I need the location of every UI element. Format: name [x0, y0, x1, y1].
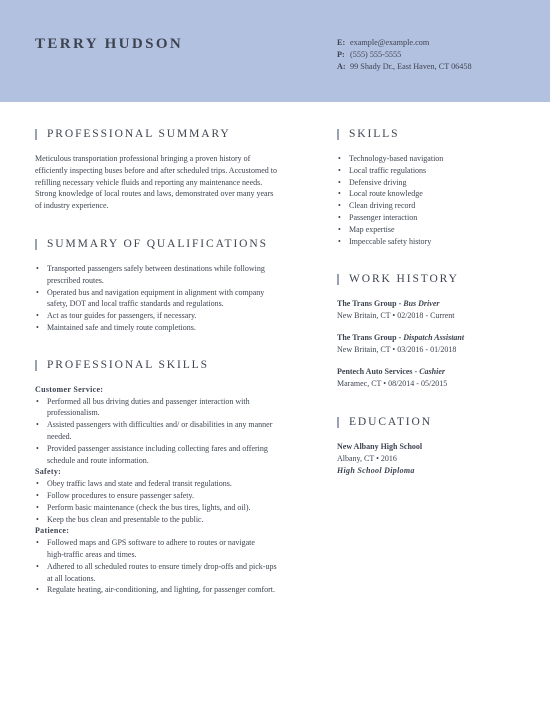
left-column [35, 128, 310, 596]
contact-phone: P: (555) 555-5555 [337, 50, 402, 59]
section-bar [337, 274, 339, 285]
list-item: • Perform basic maintenance (check the bus tires, lights, and oil). [36, 502, 251, 512]
list-item: • Followed maps and GPS software to adhere to routes or navigate high-traffic areas and times. [36, 538, 255, 559]
list-item: • Clean driving record [338, 201, 416, 211]
skill-group-list [35, 396, 310, 467]
skills-heading: SKILLS [337, 128, 527, 144]
company-name: The Trans Group [337, 333, 397, 343]
skill-group-heading: Patience: [35, 526, 70, 536]
section-bar [35, 129, 37, 140]
section-bar [35, 360, 37, 371]
job-entry: Pentech Auto Services - Cashier Maramec, CT • 08/2014 - 05/2015 [337, 366, 527, 390]
company-name: The Trans Group [337, 299, 397, 309]
contact-address: A: 99 Shady Dr., East Haven, CT 06458 [337, 62, 472, 71]
professional-skills-heading: PROFESSIONAL SKILLS [35, 359, 310, 375]
skill-group-heading: Safety: [35, 467, 62, 477]
education-heading: EDUCATION [337, 416, 527, 432]
section-bar [35, 239, 37, 250]
phone-value: (555) 555-5555 [350, 50, 402, 59]
job-role: Dispatch Assistant [403, 333, 465, 343]
email-value: example@example.com [350, 38, 430, 47]
work-history-heading: WORK HISTORY [337, 273, 527, 289]
job-entry: The Trans Group - Bus Driver New Britain, CT • 02/2018 - Current [337, 298, 527, 322]
list-item: • Act as tour guides for passengers, if necessary. [36, 311, 197, 321]
list-item: • Local traffic regulations [338, 165, 427, 175]
list-item: • Performed all bus driving duties and passenger interaction with professionalism. [36, 396, 250, 418]
section-bar [337, 417, 339, 428]
school-name: New Albany High School [337, 442, 423, 452]
list-item: • Keep the bus clean and presentable to the public. [36, 514, 204, 524]
contact-info [337, 37, 472, 73]
summary-text: Meticulous transportation professional bringing a proven history of efficiently inspecting buses before and after scheduled trips. Accustomed to refilling necessary vehicle fluids and reporting any maintenance needs. Strong knowledge of local routes and laws, demonstrated over many years of industry experience. [35, 154, 277, 211]
job-meta: New Britain, CT • 03/2016 - 01/2018 [337, 345, 457, 355]
address-value: 99 Shady Dr., East Haven, CT 06458 [350, 62, 472, 71]
list-item: • Operated bus and navigation equipment in alignment with company safety, DOT and local traffic standards and regulations. [36, 287, 265, 309]
job-role: Bus Driver [403, 299, 440, 309]
section-bar [337, 129, 339, 140]
list-item: • Assisted passengers with difficulties and/ or disabilities in any manner needed. [36, 420, 273, 441]
skill-group-list [35, 478, 310, 525]
job-entry: The Trans Group - Dispatch Assistant New Britain, CT • 03/2016 - 01/2018 [337, 332, 527, 356]
qualifications-list [35, 263, 310, 334]
header-band [0, 0, 550, 102]
school-meta: Albany, CT • 2016 [337, 454, 397, 464]
job-meta: New Britain, CT • 02/2018 - Current [337, 311, 455, 321]
list-item: • Maintained safe and timely route completions. [36, 322, 196, 332]
job-meta: Maramec, CT • 08/2014 - 05/2015 [337, 379, 448, 389]
list-item: • Regulate heating, air-conditioning, and lighting, for passenger comfort. [36, 585, 275, 595]
qualifications-heading: SUMMARY OF QUALIFICATIONS [35, 238, 310, 254]
job-role: Cashier [419, 367, 446, 377]
company-name: Pentech Auto Services [337, 367, 413, 377]
list-item: • Provided passenger assistance including collecting fares and offering schedule and route information. [36, 443, 268, 465]
list-item: • Impeccable safety history [338, 236, 432, 246]
list-item: • Transported passengers safely between destinations while following prescribed routes. [36, 263, 265, 285]
skill-group-list [35, 537, 310, 596]
summary-heading: PROFESSIONAL SUMMARY [35, 128, 310, 144]
list-item: • Adhered to all scheduled routes to ensure timely drop-offs and pick-ups at all locations. [36, 561, 277, 583]
list-item: • Follow procedures to ensure passenger safety. [36, 490, 194, 500]
contact-email: E: example@example.com [337, 38, 430, 47]
list-item: • Technology-based navigation [338, 154, 444, 163]
candidate-name: TERRY HUDSON [35, 36, 184, 52]
skill-group-heading: Customer Service: [35, 384, 104, 394]
list-item: • Defensive driving [338, 177, 407, 187]
list-item: • Map expertise [338, 224, 395, 234]
skills-list [337, 153, 527, 247]
right-column [337, 128, 527, 477]
list-item: • Passenger interaction [338, 212, 418, 222]
list-item: • Obey traffic laws and state and federal transit regulations. [36, 479, 232, 489]
list-item: • Local route knowledge [338, 189, 423, 199]
degree: High School Diploma [337, 466, 415, 476]
